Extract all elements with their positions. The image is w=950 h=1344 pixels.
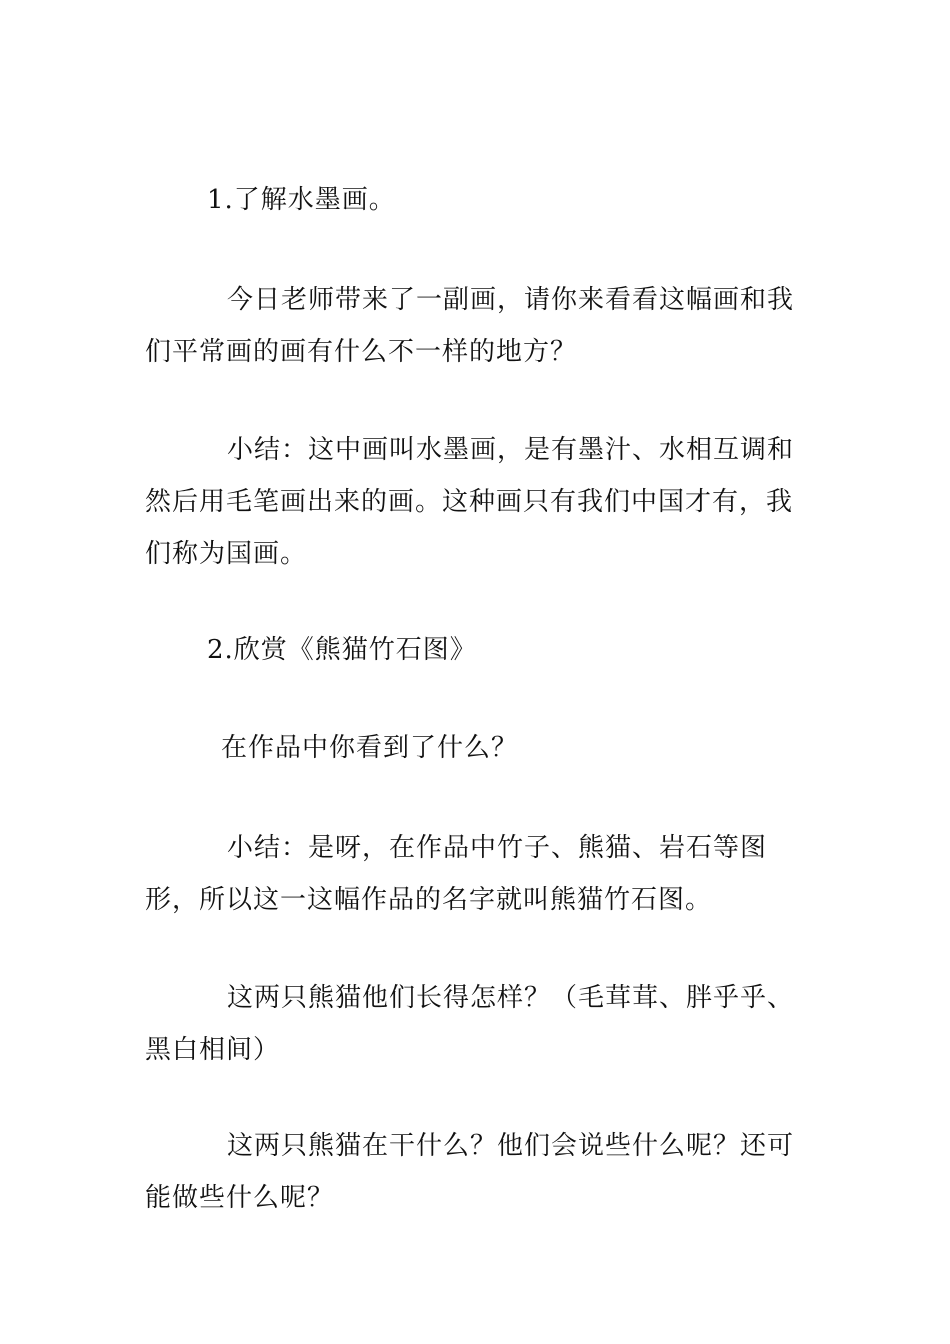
paragraph-panda-appearance: 这两只熊猫他们长得怎样？（毛茸茸、胖乎乎、黑白相间） bbox=[145, 983, 795, 1065]
paragraph-teacher-intro: 今日老师带来了一副画，请你来看看这幅画和我们平常画的画有什么不一样的地方？ bbox=[145, 285, 795, 367]
paragraph-summary-artwork: 小结：是呀，在作品中竹子、熊猫、岩石等图形，所以这一这幅作品的名字就叫熊猫竹石图。 bbox=[145, 833, 768, 915]
heading-understand-ink-painting: 1.了解水墨画。 bbox=[207, 185, 396, 215]
heading-appreciate-panda-bamboo-rock: 2.欣赏《熊猫竹石图》 bbox=[207, 635, 477, 665]
paragraph-panda-activity: 这两只熊猫在干什么？他们会说些什么呢？还可能做些什么呢？ bbox=[145, 1131, 795, 1213]
paragraph-summary-ink-painting: 小结：这中画叫水墨画，是有墨汁、水相互调和然后用毛笔画出来的画。这种画只有我们中国才有，我们称为国画。 bbox=[145, 435, 795, 569]
paragraph-question-what-see: 在作品中你看到了什么？ bbox=[221, 733, 519, 763]
